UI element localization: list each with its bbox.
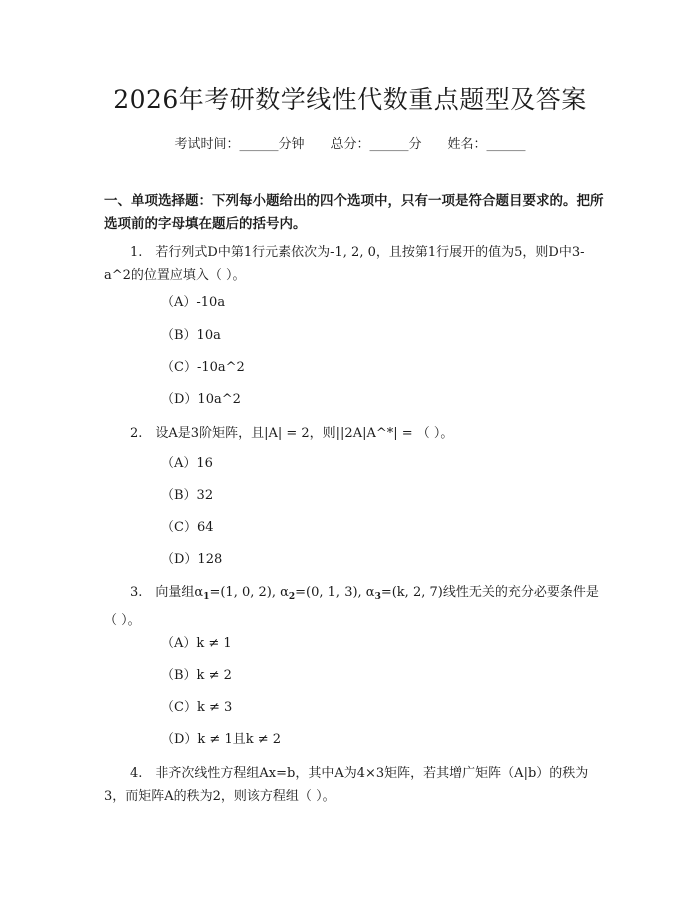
question-number: 3. <box>130 585 143 600</box>
option-c: （C）k ≠ 3 <box>161 700 233 715</box>
question-stem-part: =(1, 0, 2), α <box>209 585 289 600</box>
option-d: （D）10a^2 <box>161 392 241 407</box>
option-b: （B）k ≠ 2 <box>161 668 232 683</box>
question-stem: 若行列式D中第1行元素依次为-1, 2, 0，且按第1行展开的值为5，则D中3-a^2的位置应填入（ ）。 <box>104 245 585 283</box>
question-1 <box>104 241 604 287</box>
subscript-2: 2 <box>288 592 296 602</box>
option-a: （A）k ≠ 1 <box>161 636 232 651</box>
question-number: 2. <box>130 426 143 441</box>
exam-info-line: 考试时间：______分钟 总分：______分 姓名：______ <box>174 137 526 152</box>
question-stem: 非齐次线性方程组Ax=b，其中A为4×3矩阵，若其增广矩阵（A|b）的秩为3，而矩阵A的秩为2，则该方程组（ ）。 <box>104 766 589 804</box>
question-number: 4. <box>130 766 143 781</box>
option-b: （B）10a <box>161 328 221 343</box>
option-c: （C）64 <box>161 520 214 535</box>
document-title: 2026年考研数学线性代数重点题型及答案 <box>113 85 587 114</box>
question-4 <box>104 762 604 808</box>
section-heading: 一、单项选择题：下列每小题给出的四个选项中，只有一项是符合题目要求的。把所选项前的字母填在题后的括号内。 <box>104 193 604 232</box>
subscript-1: 1 <box>203 592 210 602</box>
question-stem-part: =(k, 2, 7)线性无关的充分必要条件是（ ）。 <box>104 585 599 628</box>
question-3 <box>104 581 604 632</box>
option-d: （D）k ≠ 1且k ≠ 2 <box>161 732 282 747</box>
option-d: （D）128 <box>161 552 223 567</box>
option-a: （A）16 <box>161 456 213 471</box>
option-a: （A）-10a <box>161 295 226 310</box>
question-stem-part: 向量组α <box>155 585 204 600</box>
question-number: 1. <box>130 245 143 260</box>
subscript-3: 3 <box>374 592 381 602</box>
option-c: （C）-10a^2 <box>161 360 245 375</box>
question-stem: 设A是3阶矩阵，且|A| = 2，则||2A|A^*| = （ ）。 <box>155 426 454 441</box>
question-stem-part: =(0, 1, 3), α <box>295 585 375 600</box>
option-b: （B）32 <box>161 488 214 503</box>
question-2 <box>104 422 604 445</box>
